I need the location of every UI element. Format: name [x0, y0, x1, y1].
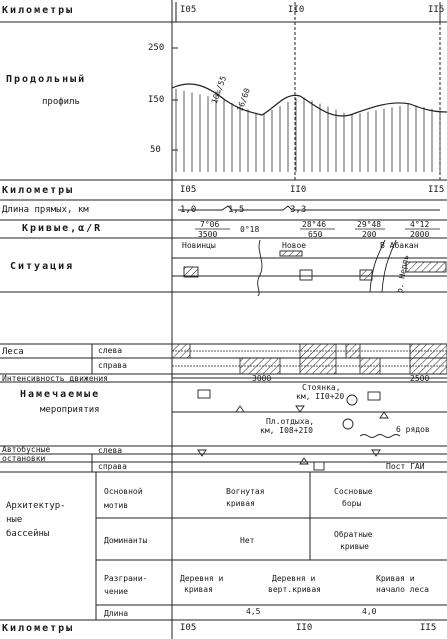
km-header-bottom: Километры	[2, 623, 75, 634]
arch-label-1: Архитектур-	[6, 501, 66, 511]
km-mark-110-bottom: II0	[296, 623, 313, 633]
grade-label-1: 10‰/55	[209, 74, 229, 105]
arch-label-2: ные	[6, 515, 23, 525]
straight-length-3: 3,3	[290, 205, 307, 215]
profile-label: Продольный	[6, 74, 87, 85]
curve-5-angle: 4°12	[410, 220, 430, 229]
parking-label-2: км, II0+20	[296, 392, 345, 401]
straight-length-1: 1,0	[180, 205, 197, 215]
km-mark-115-top: II5	[428, 5, 445, 15]
km-mark-110-mid: II0	[290, 185, 307, 195]
profile-tick-250: 250	[148, 43, 165, 53]
dominants-label: Доминанты	[104, 536, 148, 545]
curve-3-radius: 650	[308, 230, 323, 239]
profile-tick-150: I50	[148, 95, 165, 105]
curve-3-angle: 28°46	[302, 220, 327, 229]
arch-label-3: бассейны	[6, 529, 50, 539]
curve-2-angle: 0°18	[240, 225, 260, 234]
curve-1-radius: 3500	[198, 230, 218, 239]
boundary-cell-1b: кривая	[184, 585, 213, 594]
dominant-cell-1: Нет	[240, 536, 255, 545]
planned-label: Намечаемые	[20, 389, 101, 400]
traffic-value-2: 2500	[410, 374, 430, 383]
segment-length-2: 4,0	[362, 607, 377, 616]
situation-label: Ситуация	[10, 261, 75, 272]
forest-right-label: справа	[98, 361, 127, 370]
curve-4-angle: 29°48	[357, 220, 382, 229]
straight-length-2: 1,5	[228, 205, 245, 215]
dominant-cell-2b: кривые	[340, 542, 369, 551]
motif-label-1: Основной	[104, 487, 143, 496]
curves-label: Кривые,α/R	[22, 223, 103, 234]
dominant-cell-2a: Обратные	[334, 530, 373, 539]
forest-left-label: слева	[98, 346, 123, 355]
place-abakan: В Абакан	[380, 241, 419, 250]
boundary-label-2: чение	[104, 587, 129, 596]
motif-label-2: мотив	[104, 501, 129, 510]
motif-cell-1a: Вогнутая	[226, 487, 265, 496]
km-mark-115-mid: II5	[428, 185, 445, 195]
straight-lengths-label: Длина прямых, км	[2, 205, 89, 215]
forests-label: Леса	[2, 347, 24, 357]
planned-sub-label: мероприятия	[40, 405, 100, 415]
motif-cell-1b: кривая	[226, 499, 255, 508]
profile-tick-50: 50	[150, 145, 161, 155]
profile-sub-label: профиль	[42, 97, 80, 107]
bus-left-label: слева	[98, 446, 123, 455]
rest-area-label-2: км, I08+2I0	[260, 426, 313, 435]
motif-cell-2b: боры	[342, 499, 362, 508]
bus-stops-label-2: остановки	[2, 454, 46, 463]
km-mark-115-bottom: II5	[420, 623, 437, 633]
km-header-top: Километры	[2, 5, 75, 16]
length-label: Длина	[104, 609, 129, 618]
post-label: Пост ГАИ	[386, 462, 425, 471]
boundary-cell-3b: начало леса	[376, 585, 429, 594]
curve-5-radius: 2000	[410, 230, 430, 239]
curve-1-angle: 7°06	[200, 220, 220, 229]
bus-stops-label-1: Автобусные	[2, 445, 51, 454]
traffic-value-1: 3000	[252, 374, 272, 383]
place-novintsy: Новинцы	[182, 241, 216, 250]
traffic-label: Интенсивность движения	[2, 374, 108, 383]
boundary-cell-3a: Кривая и	[376, 574, 415, 583]
km-mark-105-bottom: I05	[180, 623, 197, 633]
rows-label: 6 рядов	[396, 425, 430, 434]
straight-lengths-line	[178, 206, 440, 210]
km-mark-105-top: I05	[180, 5, 197, 15]
curve-4-radius: 200	[362, 230, 377, 239]
boundary-cell-1a: Деревня и	[180, 574, 224, 583]
boundary-label-1: Разграни-	[104, 574, 148, 583]
parking-label-1: Стоянка,	[302, 383, 341, 392]
road-label: р. Нерль	[394, 254, 411, 294]
km-mark-105-mid: I05	[180, 185, 197, 195]
boundary-cell-2b: верт.кривая	[268, 585, 321, 594]
motif-cell-2a: Сосновые	[334, 487, 373, 496]
rest-area-label-1: Пл.отдыха,	[266, 417, 315, 426]
grade-label-2: 16/60	[235, 86, 252, 113]
segment-length-1: 4,5	[246, 607, 261, 616]
bus-right-label: справа	[98, 462, 127, 471]
place-novoe: Новое	[282, 241, 307, 250]
km-header-mid: Километры	[2, 185, 75, 196]
boundary-cell-2a: Деревня и	[272, 574, 316, 583]
km-mark-110-top: II0	[288, 5, 305, 15]
